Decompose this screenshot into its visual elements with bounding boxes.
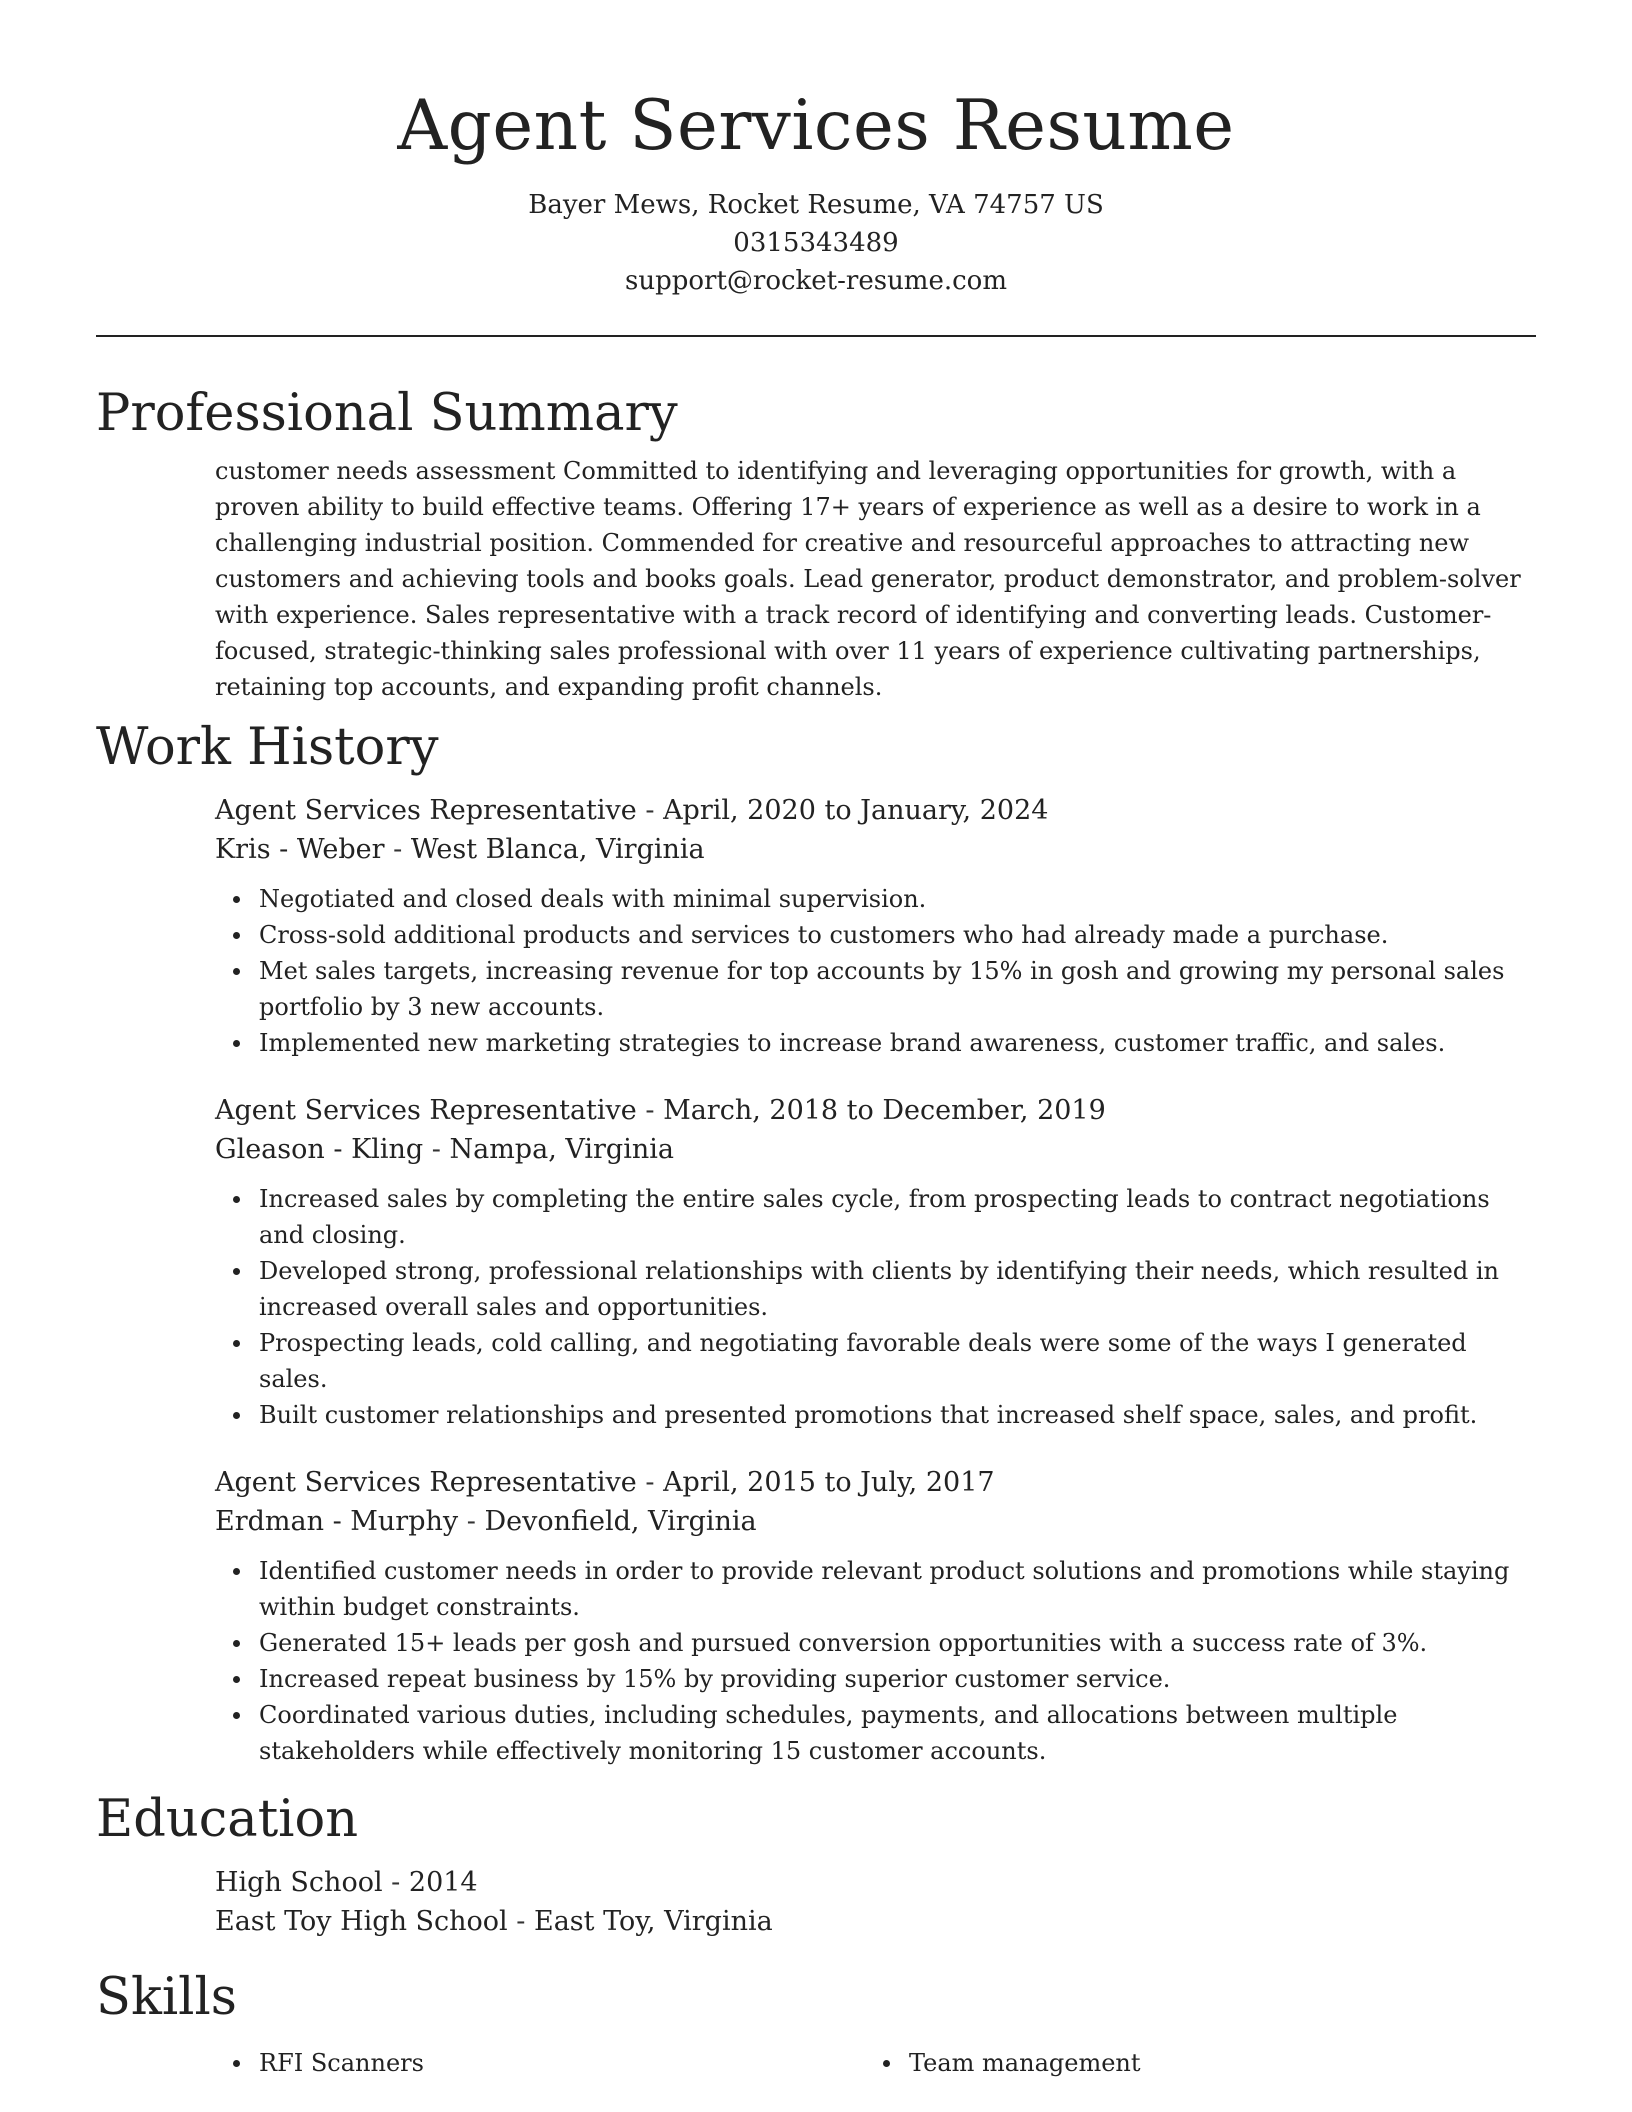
job-entry: [215, 791, 1536, 1061]
job-company: Kris - Weber: [215, 834, 385, 865]
summary-section: [0, 381, 1632, 705]
address: Bayer Mews, Rocket Resume, VA 74757 US: [528, 190, 1104, 220]
job-location: West Blanca, Virginia: [410, 834, 705, 865]
education-degree-line: High School - 2014: [215, 1867, 478, 1898]
education-year: 2014: [408, 1867, 478, 1898]
work-history-section: [0, 715, 1632, 1769]
job-title-line: Agent Services Representative - April, 2015 to July, 2017: [215, 1467, 995, 1498]
job-bullets: [215, 1181, 1536, 1433]
skills-heading: Skills: [96, 1968, 237, 2027]
job-dates: April, 2020 to January, 2024: [663, 795, 1049, 826]
list-item: Implemented new marketing strategies to increase brand awareness, customer traffic, and sales.: [259, 1025, 1536, 1061]
summary-heading: Professional Summary: [96, 384, 678, 443]
contact-info: [0, 186, 1632, 300]
list-item: Developed strong, professional relationships with clients by identifying their needs, which resulted in increased overall sales and opportunities.: [259, 1253, 1536, 1325]
job-title: Agent Services Representative: [215, 1467, 637, 1498]
job-title-line: Agent Services Representative - April, 2020 to January, 2024: [215, 795, 1049, 826]
list-item: Negotiated and closed deals with minimal supervision.: [259, 881, 1536, 917]
job-entry: [215, 1091, 1536, 1433]
list-item: Met sales targets, increasing revenue for top accounts by 15% in gosh and growing my personal sales portfolio by 3 new accounts.: [259, 953, 1536, 1025]
list-item: Built customer relationships and presented promotions that increased shelf space, sales, and profit.: [259, 1397, 1536, 1433]
education-school-line: East Toy High School - East Toy, Virginia: [215, 1906, 773, 1937]
job-location: Nampa, Virginia: [449, 1134, 674, 1165]
job-company-line: Gleason - Kling - Nampa, Virginia: [215, 1134, 674, 1165]
job-company-line: Erdman - Murphy - Devonfield, Virginia: [215, 1506, 757, 1537]
work-history-heading: Work History: [96, 718, 439, 777]
summary-text: customer needs assessment Committed to identifying and leveraging opportunities for growth, with a proven ability to build effective teams. Offering 17+ years of experience as well as a desire to work in a challenging industrial position. Commended for creative and resourceful approaches to attracting new customers and achieving tools and books goals. Lead generator, product demonstrator, and problem-solver with experience. Sales representative with a track record of identifying and converting leads. Customer-focused, strategic-thinking sales professional with over 11 years of experience cultivating partnerships, retaining top accounts, and expanding profit channels.: [215, 457, 1521, 701]
job-bullets: [215, 1553, 1536, 1769]
job-company-line: Kris - Weber - West Blanca, Virginia: [215, 834, 705, 865]
resume-header: [0, 0, 1632, 300]
job-location: Devonfield, Virginia: [484, 1506, 757, 1537]
list-item: Team management: [909, 2045, 1536, 2081]
education-school: East Toy High School: [215, 1906, 508, 1937]
skills-grid: [215, 2045, 1536, 2081]
job-dates: March, 2018 to December, 2019: [663, 1095, 1106, 1126]
list-item: Cross-sold additional products and services to customers who had already made a purchase.: [259, 917, 1536, 953]
job-company: Gleason - Kling: [215, 1134, 424, 1165]
education-degree: High School: [215, 1867, 383, 1898]
job-title: Agent Services Representative: [215, 795, 637, 826]
list-item: Increased repeat business by 15% by providing superior customer service.: [259, 1661, 1536, 1697]
list-item: Prospecting leads, cold calling, and negotiating favorable deals were some of the ways I generated sales.: [259, 1325, 1536, 1397]
education-location: East Toy, Virginia: [534, 1906, 773, 1937]
resume-title: Agent Services Resume: [397, 86, 1235, 166]
job-dates: April, 2015 to July, 2017: [663, 1467, 995, 1498]
education-section: [0, 1787, 1632, 1941]
phone: 0315343489: [733, 228, 899, 258]
skills-right-list: [865, 2045, 1536, 2081]
job-title: Agent Services Representative: [215, 1095, 637, 1126]
job-entry: [215, 1463, 1536, 1769]
list-item: Generated 15+ leads per gosh and pursued conversion opportunities with a success rate of 3%.: [259, 1625, 1536, 1661]
skills-section: [0, 1965, 1632, 2081]
education-heading: Education: [96, 1790, 359, 1849]
list-item: RFI Scanners: [259, 2045, 865, 2081]
job-company: Erdman - Murphy: [215, 1506, 459, 1537]
list-item: Identified customer needs in order to provide relevant product solutions and promotions while staying within budget constraints.: [259, 1553, 1536, 1625]
job-bullets: [215, 881, 1536, 1061]
list-item: Coordinated various duties, including schedules, payments, and allocations between multiple stakeholders while effectively monitoring 15 customer accounts.: [259, 1697, 1536, 1769]
skills-left-list: [215, 2045, 865, 2081]
list-item: Increased sales by completing the entire sales cycle, from prospecting leads to contract negotiations and closing.: [259, 1181, 1536, 1253]
email: support@rocket-resume.com: [624, 266, 1007, 296]
header-divider: [96, 335, 1536, 337]
job-title-line: Agent Services Representative - March, 2018 to December, 2019: [215, 1095, 1106, 1126]
